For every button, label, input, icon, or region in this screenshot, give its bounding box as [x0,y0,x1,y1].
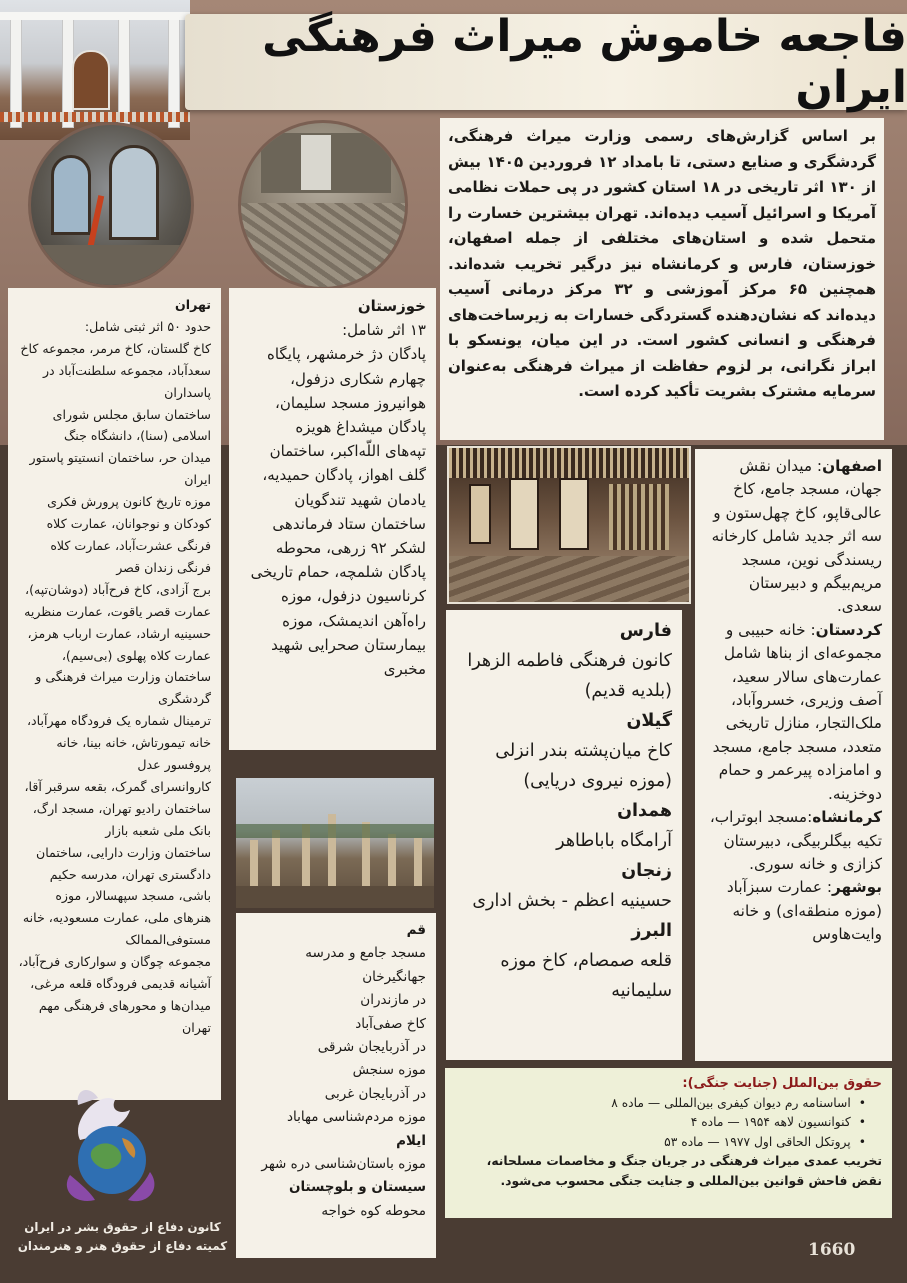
kermanshah-heading: کرمانشاه [812,808,882,827]
intro-paragraph: بر اساس گزارش‌های رسمی وزارت میراث فرهنگی، گردشگری و صنایع دستی، تا بامداد ۱۲ فروردین ۱۴۰۵ بیش از ۱۳۰ اثر تاریخی در ۱۸ استان کشور در پی حملات نظامی آمریکا و اسرائیل آسیب دیده‌اند. تهران بیشترین خسارت را متحمل شده و استان‌های مختلفی از جمله اصفهان، خوزستان، فارس و کرمانشاه نیز درگیر تخریب شده‌اند. همچنین ۶۵ مرکز آموزشی و ۳۲ مرکز درمانی آسیب دیده‌اند که نشان‌دهنده گستردگی خسارات به زیرساخت‌های فرهنگی و انسانی کشور است. در این میان، یونسکو با ابراز نگرانی، بر لزوم حفاظت از میراث فرهنگی به‌عنوان سرمایه مشترک بشریت تأکید کرده است. [440,118,884,440]
alborz-heading: البرز [631,921,672,941]
international-law-panel [445,1068,892,1218]
hamedan-body: آرامگاه باباطاهر [556,831,672,851]
law-item: • پروتکل الحاقی اول ۱۹۷۷ — ماده ۵۳ [455,1133,866,1153]
khuzestan-heading: خوزستان [357,297,426,315]
ruins-photo [236,778,434,908]
ilam-body: موزه باستان‌شناسی دره شهر [261,1156,426,1173]
page-title: فاجعه خاموش میراث فرهنگی ایران [262,11,907,113]
qom-heading: قم [406,922,426,938]
zanjan-body: حسینیه اعظم - بخش اداری [472,891,672,911]
palace-facade-photo [0,0,190,140]
gilan-heading: گیلان [626,711,672,731]
organization-text [10,1218,235,1256]
khuzestan-panel [229,288,436,750]
hamedan-heading: همدان [617,801,672,821]
ilam-heading: ایلام [396,1132,426,1149]
org-line-1: کانون دفاع از حقوق بشر در ایران [24,1220,221,1234]
fars-body: کانون فرهنگی فاطمه الزهرا (بلدیه قدیم) [467,651,672,701]
tehran-heading: تهران [175,297,211,312]
gilan-body: کاخ میان‌پشته بندر انزلی (موزه نیروی دریایی) [495,741,672,791]
bushehr-heading: بوشهر [832,878,882,897]
mirror-hall-photo [447,446,691,604]
page-number: 1660 [808,1240,856,1260]
tehran-body: حدود ۵۰ اثر ثبتی شامل: کاخ گلستان، کاخ مرمر، مجموعه کاخ سعدآباد، مجموعه سلطنت‌آباد در پاسداران ساختمان سابق مجلس شورای اسلامی (سنا)، دانشگاه جنگ میدان حر، ساختمان انستیتو پاستور ایران موزه تاریخ کانون پرورش فکری کودکان و نوجوانان، عمارت کلاه فرنگی عشرت‌آباد، عمارت کلاه فرنگی زندان قصر برج آزادی، کاخ فرح‌آباد (دوشان‌تپه)، عمارت قصر یاقوت، عمارت منظریه حسینیه ارشاد، عمارت ارباب هرمز، عمارت کلاه پهلوی (بی‌سیم)، ساختمان وزارت میراث فرهنگی و گردشگری ترمینال شماره یک فرودگاه مهرآباد، خانه تیمورتاش، خانه بینا، خانه پروفسور عدل کاروانسرای گمرک، بقعه سرقبر آقا، ساختمان رادیو تهران، مسجد ارگ، بانک ملی شعبه بازار ساختمان وزارت دارایی، ساختمان دادگستری تهران، مدرسه حکیم باشی، مسجد سپهسالار، موزه هنرهای ملی، عمارت مسعودیه، خانه مستوفی‌الممالک مجموعه چوگان و سوارکاری فرح‌آباد، آشیانه قدیمی فرودگاه قلعه مرغی، میدان‌ها و محورهای فرهنگی مهم تهران [18,318,211,1035]
sistan-body: محوطه کوه خواجه [321,1202,426,1219]
org-line-2: کمیته دفاع از حقوق هنر و هنرمندان [17,1239,228,1253]
law-conclusion: تخریب عمدی میراث فرهنگی در جریان جنگ و مخاصمات مسلحانه، نقض فاحش قوانین بین‌المللی و جنایت جنگی محسوب می‌شود. [486,1154,882,1188]
isfahan-body: : میدان نقش جهان، مسجد جامع، کاخ عالی‌قاپو، کاخ چهل‌ستون و سه اثر جدید شامل کارخانه ریسندگی نوین، مسجد مریم‌بیگم و دبیرستان سعدی. [711,457,882,616]
sistan-heading: سیستان و بلوچستان [288,1179,426,1196]
title-banner [185,11,907,113]
dove-globe-logo-icon [40,1080,180,1215]
khuzestan-body: ۱۳ اثر شامل: پادگان دژ خرمشهر، پایگاه چهارم شکاری دزفول، هوانیروز مسجد سلیمان، پادگان میشداغ هویزه تپه‌های اللّه‌اکبر، ساختمان گلف اهواز، پادگان حمیدیه، یادمان شهید تندگویان ساختمان ستاد فرماندهی لشکر ۹۲ زرهی، محوطه پادگان شلمچه، حمام تاریخی کرناسیون دزفول، موزه راه‌آهن اندیمشک، موزه بیمارستان صحرایی شهید مخبری [250,321,426,679]
damaged-interior-photo-1 [28,122,194,288]
tehran-panel [8,288,221,1100]
law-list [455,1094,882,1153]
provinces-right-panel [695,449,892,1061]
law-heading: حقوق بین‌الملل (جنایت جنگی): [682,1076,882,1091]
bushehr-body: : عمارت سبزآباد (موزه منطقه‌ای) و خانه وایت‌هاوس [726,878,882,944]
isfahan-heading: اصفهان [822,457,882,475]
kurdistan-heading: کردستان [815,620,882,639]
qom-body: مسجد جامع و مدرسه جهانگیرخان در مازندران کاخ صفی‌آباد در آذربایجان شرقی موزه سنجش در آذربایجان غربی موزه مردم‌شناسی مهاباد [287,945,426,1126]
provinces-central-panel [446,610,682,1060]
zanjan-heading: زنجان [621,861,672,881]
alborz-body: قلعه صمصام، کاخ موزه سلیمانیه [500,951,672,1001]
law-item: • اساسنامه رم دیوان کیفری بین‌المللی — ماده ۸ [455,1094,866,1114]
fars-heading: فارس [619,621,672,641]
damaged-hall-photo-2 [238,120,408,290]
qom-panel [236,913,436,1258]
law-item: • کنوانسیون لاهه ۱۹۵۴ — ماده ۴ [455,1113,866,1133]
kermanshah-body: :مسجد ابوتراب، تکیه بیگلربیگی، دبیرستان کزازی و خانه سوری. [709,808,882,873]
kurdistan-body: : خانه حبیبی و مجموعه‌ای از بناها شامل عمارت‌های سالار سعید، آصف وزیری، خسروآباد، ملک‌التجار، منازل تاریخی متعدد، مسجد جامع، مسجد و امامزاده پیرعمر و حمام دوخزینه. [712,620,882,803]
